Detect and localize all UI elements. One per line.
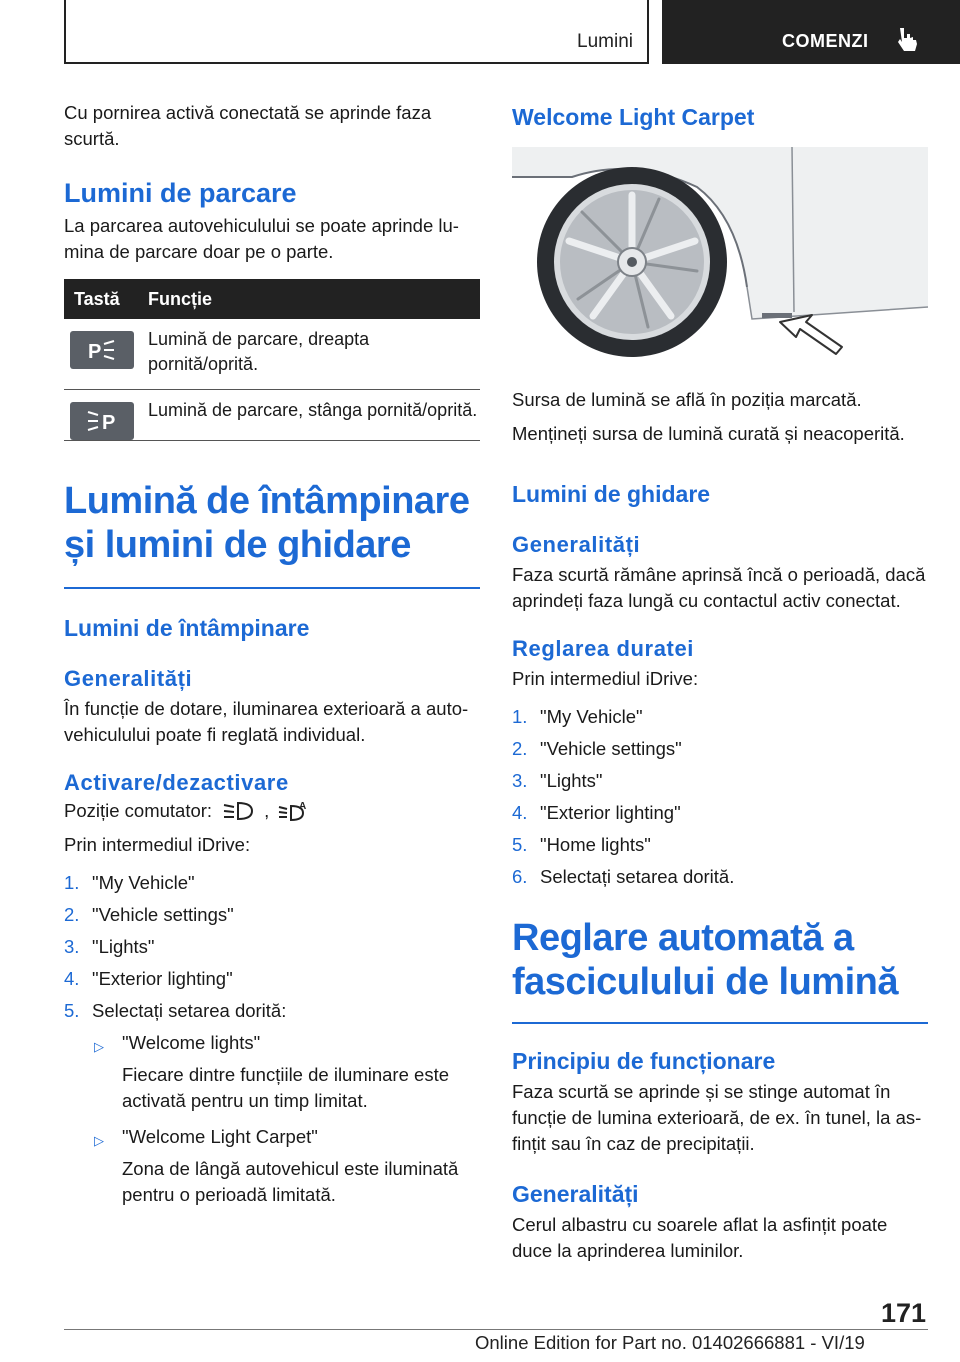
welcome-lights-title: Lumini de întâmpinare: [64, 615, 310, 641]
svg-text:P: P: [88, 341, 102, 362]
parking-lights-title: Lumini de parcare: [64, 178, 297, 208]
list-item: 6. Selectați setarea dorită.: [512, 866, 735, 887]
activation-steps: [64, 870, 480, 1024]
footer-divider: [64, 1329, 928, 1330]
page-number: 171: [880, 1298, 926, 1328]
switch-position-line: [64, 798, 480, 824]
table-row: [64, 390, 480, 441]
switch-separator: ,: [264, 800, 270, 821]
list-item: 3. "Lights": [64, 936, 155, 957]
sub-option-welcome-lights: [92, 1030, 480, 1114]
parking-light-left-icon: [70, 402, 134, 440]
general-title: Generalități: [64, 666, 193, 691]
activation-title: Activare/dezactivare: [64, 770, 289, 795]
header-chapter-label: COMENZI: [782, 31, 869, 51]
auto-general-text: Cerul albastru cu soarele aflat la asfințit poate duce la aprinderea luminilor.: [512, 1214, 888, 1261]
list-item: 1. "My Vehicle": [64, 872, 195, 893]
parking-lights-text: La parcarea autovehiculului se poate aprinde lu-mina de parcare doar pe o parte.: [64, 215, 459, 262]
sub-option-welcome-carpet: [92, 1124, 480, 1208]
guide-lights-title: Lumini de ghidare: [512, 481, 711, 507]
footer-edition: Online Edition for Part no. 01402666881 - VI/19: [475, 1332, 865, 1353]
list-item: 1. "My Vehicle": [512, 706, 643, 727]
header-section-label: Lumini: [577, 31, 633, 52]
auto-general-title: Generalități: [512, 1181, 639, 1207]
header-chapter-tab: [662, 0, 960, 64]
guide-general-text: Faza scurtă rămâne aprinsă încă o perioadă, dacă aprindeți faza lungă cu contactul activ conectat.: [512, 564, 926, 611]
duration-title: Reglarea duratei: [512, 636, 695, 661]
triangle-bullet-icon: ▷: [94, 1133, 104, 1148]
right-column: [512, 100, 928, 1264]
low-beam-icon: [222, 800, 256, 822]
header-section-tab: [64, 0, 649, 64]
section-divider: [64, 587, 480, 589]
welcome-carpet-title: Welcome Light Carpet: [512, 104, 755, 130]
section-divider: [512, 1022, 928, 1024]
list-item: 3. "Lights": [512, 770, 603, 791]
list-item: 2. "Vehicle settings": [64, 904, 234, 925]
principle-title: Principiu de funcționare: [512, 1048, 776, 1074]
parking-light-right-icon: [70, 331, 134, 369]
table-row: [64, 319, 480, 390]
carpet-text-2: Mențineți sursa de lumină curată și neacoperită.: [512, 423, 905, 444]
car-wheel-illustration: [512, 147, 928, 357]
table-header-key: Tastă: [64, 279, 148, 319]
parking-lights-table: [64, 279, 480, 441]
via-idrive-text: Prin intermediul iDrive:: [64, 834, 251, 855]
via-idrive-text: Prin intermediul iDrive:: [512, 668, 699, 689]
triangle-bullet-icon: ▷: [94, 1039, 104, 1054]
duration-steps: [512, 704, 928, 890]
left-column: [64, 100, 480, 1208]
intro-text: Cu pornirea activă conectată se aprinde faza scurtă.: [64, 102, 432, 149]
table-cell: Lumină de parcare, stânga pornită/oprită.: [148, 390, 480, 441]
list-item: 5. Selectați setarea dorită:: [64, 1000, 287, 1021]
guide-general-title: Generalități: [512, 532, 641, 557]
sub-option-desc: Fiecare dintre funcțiile de iluminare este activată pentru un timp limitat.: [122, 1064, 449, 1111]
table-cell: Lumină de parcare, dreapta pornită/oprită.: [148, 319, 480, 390]
list-item: 2. "Vehicle settings": [512, 738, 682, 759]
list-item: 4. "Exterior lighting": [64, 968, 233, 989]
general-text: În funcție de dotare, iluminarea exterioară a auto-vehiculului poate fi reglată individual.: [64, 698, 469, 745]
carpet-text-1: Sursa de lumină se află în poziția marcată.: [512, 389, 862, 410]
welcome-guide-big-title: Lumină de întâmpinare și lumini de ghidare: [64, 480, 470, 566]
svg-text:P: P: [102, 412, 116, 433]
list-item: 4. "Exterior lighting": [512, 802, 681, 823]
list-item: 5. "Home lights": [512, 834, 651, 855]
hand-pointer-icon: [894, 26, 920, 54]
principle-text: Faza scurtă se aprinde și se stinge automat în funcție de lumina exterioară, de ex. în tunel, la as-fințit sau în caz de precipitații.: [512, 1081, 922, 1154]
auto-beam-big-title: Reglare automată a fasciculului de lumină: [512, 917, 898, 1003]
switch-position-label: Poziție comutator:: [64, 800, 213, 821]
svg-text:A: A: [299, 801, 307, 812]
sub-option-title: "Welcome Light Carpet": [122, 1126, 318, 1147]
sub-option-title: "Welcome lights": [122, 1032, 261, 1053]
sub-option-desc: Zona de lângă autovehicul este iluminată pentru o perioadă limitată.: [122, 1158, 459, 1205]
automatic-light-icon: [277, 800, 311, 822]
table-header-function: Funcție: [148, 279, 480, 319]
